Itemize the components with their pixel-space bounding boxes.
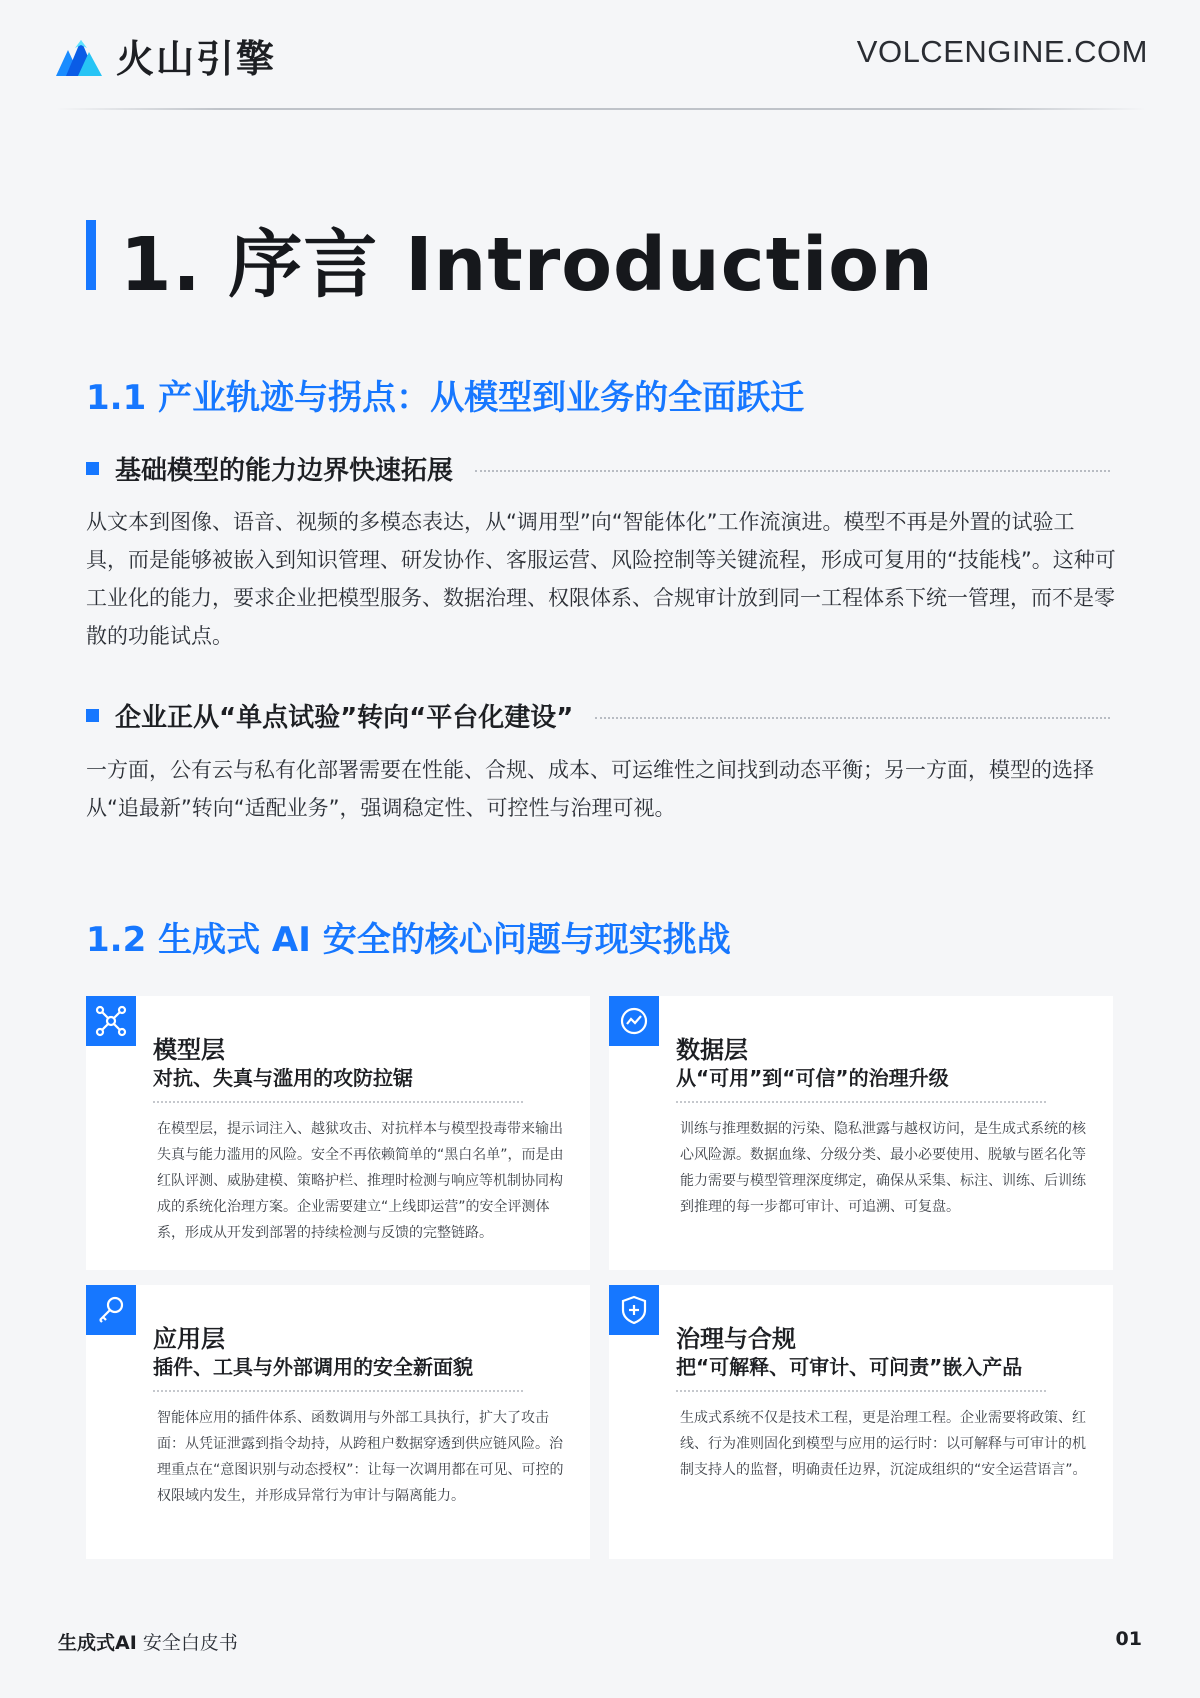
footer-doc-title: [58, 1628, 238, 1655]
brand-logo[interactable]: [56, 28, 276, 83]
card-application-layer: [86, 1285, 590, 1559]
square-bullet-icon: [86, 709, 99, 722]
dotted-divider: [595, 717, 1110, 719]
logo-text: 火山引擎: [116, 37, 277, 81]
card-divider: [153, 1101, 523, 1103]
card-title: 模型层: [153, 1036, 225, 1064]
card-divider: [153, 1390, 523, 1392]
card-body: 在模型层，提示词注入、越狱攻击、对抗样本与模型投毒带来输出失真与能力滥用的风险。安全不再依赖简单的“黑白名单”，而是由红队评测、威胁建模、策略护栏、推理时检测与响应等机制协同构成的系统化治理方案。企业需要建立“上线即运营”的安全评测体系，形成从开发到部署的持续检测与反馈的完整链路。: [157, 1121, 564, 1241]
title-accent-bar: [86, 220, 96, 290]
card-data-layer: [609, 996, 1113, 1270]
footer-doc-title-rest: 安全白皮书: [136, 1632, 238, 1654]
site-url[interactable]: VOLCENGINE.COM: [856, 34, 1148, 69]
card-subtitle: 对抗、失真与滥用的攻防拉锯: [153, 1066, 413, 1090]
subsection-2-paragraph: 一方面，公有云与私有化部署需要在性能、合规、成本、可运维性之间找到动态平衡；另一方面，模型的选择从“追最新”转向“适配业务”，强调稳定性、可控性与治理可视。: [86, 758, 1094, 820]
card-subtitle: 把“可解释、可审计、可问责”嵌入产品: [676, 1355, 1023, 1379]
header-divider: [56, 108, 1146, 110]
page-title: 1. 序言 Introduction: [120, 222, 934, 308]
card-model-layer: [86, 996, 590, 1270]
card-body: 训练与推理数据的污染、隐私泄露与越权访问，是生成式系统的核心风险源。数据血缘、分级分类、最小必要使用、脱敏与匿名化等能力需要与模型管理深度绑定，确保从采集、标注、训练、后训练到推理的每一步都可审计、可追溯、可复盘。: [680, 1121, 1086, 1215]
card-title: 应用层: [153, 1325, 225, 1353]
card-title: 数据层: [676, 1036, 748, 1064]
subsection-2-header: [86, 697, 1110, 734]
section-1-1-title: 1.1 产业轨迹与拐点：从模型到业务的全面跃迁: [86, 378, 805, 418]
volcano-logo-icon: [56, 34, 106, 78]
card-body: 智能体应用的插件体系、函数调用与外部工具执行，扩大了攻击面：从凭证泄露到指令劫持，从跨租户数据穿透到供应链风险。治理重点在“意图识别与动态授权”：让每一次调用都在可见、可控的权限域内发生，并形成异常行为审计与隔离能力。: [157, 1410, 564, 1504]
card-subtitle: 从“可用”到“可信”的治理升级: [676, 1066, 949, 1090]
key-icon: [86, 1285, 136, 1335]
card-title: 治理与合规: [676, 1325, 796, 1353]
subsection-2-title: 企业正从“单点试验”转向“平台化建设”: [115, 703, 574, 733]
card-subtitle: 插件、工具与外部调用的安全新面貌: [153, 1355, 473, 1379]
card-governance-compliance: [609, 1285, 1113, 1559]
trend-circle-icon: [609, 996, 659, 1046]
dotted-divider: [475, 470, 1110, 472]
card-body: 生成式系统不仅是技术工程，更是治理工程。企业需要将政策、红线、行为准则固化到模型与应用的运行时：以可解释与可审计的机制支持人的监督，明确责任边界，沉淀成组织的“安全运营语言”。: [680, 1410, 1087, 1478]
section-1-2-title: 1.2 生成式 AI 安全的核心问题与现实挑战: [86, 920, 731, 960]
page-header: [0, 0, 1200, 110]
footer-doc-title-bold: 生成式AI: [58, 1632, 137, 1654]
subsection-1-paragraph: 从文本到图像、语音、视频的多模态表达，从“调用型”向“智能体化”工作流演进。模型不再是外置的试验工具，而是能够被嵌入到知识管理、研发协作、客服运营、风险控制等关键流程，形成可复用的“技能栈”。这种可工业化的能力，要求企业把模型服务、数据治理、权限体系、合规审计放到同一工程体系下统一管理，而不是零散的功能试点。: [86, 510, 1116, 648]
subsection-1-title: 基础模型的能力边界快速拓展: [115, 456, 454, 486]
card-divider: [676, 1101, 1046, 1103]
card-divider: [676, 1390, 1046, 1392]
subsection-1-header: [86, 450, 1110, 487]
shield-plus-icon: [609, 1285, 659, 1335]
network-icon: [86, 996, 136, 1046]
page-number: 01: [1115, 1628, 1142, 1650]
square-bullet-icon: [86, 462, 99, 475]
